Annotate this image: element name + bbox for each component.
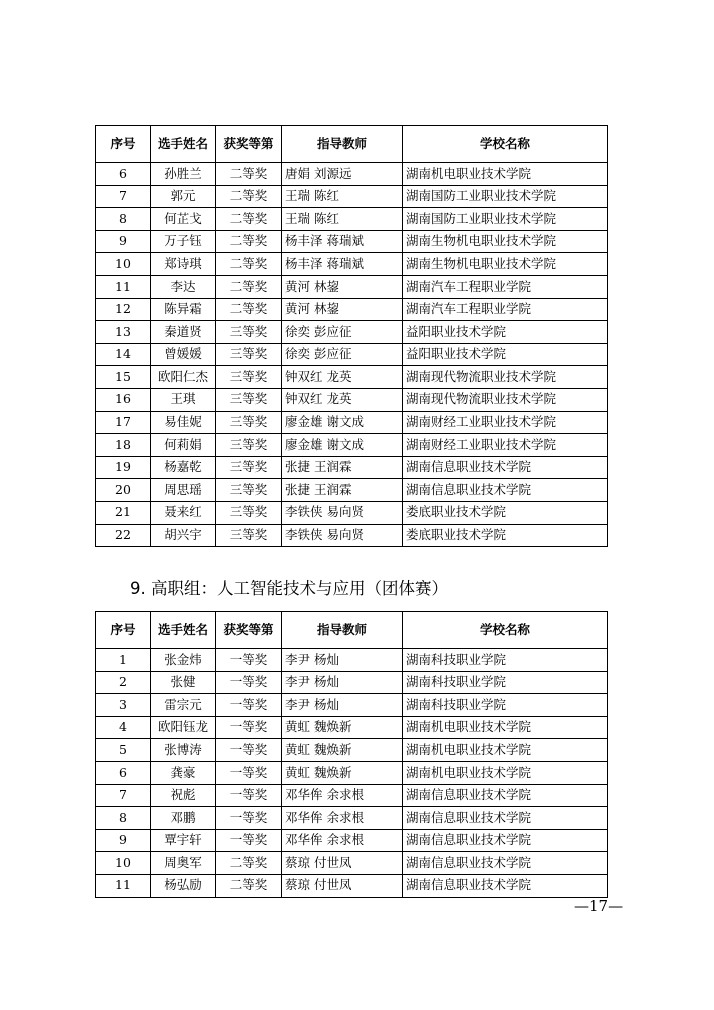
table-row [96,366,608,389]
cell-name: 覃宇轩 [151,829,216,852]
cell-school: 湖南现代物流职业技术学院 [403,366,608,389]
cell-advisor: 钟双红 龙英 [282,388,403,411]
cell-award: 二等奖 [216,230,282,253]
cell-school: 益阳职业技术学院 [403,321,608,344]
cell-school: 益阳职业技术学院 [403,343,608,366]
cell-school: 湖南科技职业学院 [403,694,608,717]
cell-award: 二等奖 [216,253,282,276]
cell-name: 杨弘励 [151,874,216,897]
page-number: —17— [574,897,624,915]
cell-name: 郭元 [151,185,216,208]
cell-index: 11 [96,874,151,897]
cell-advisor: 李尹 杨灿 [282,649,403,672]
cell-index: 18 [96,434,151,457]
cell-index: 15 [96,366,151,389]
cell-advisor: 张捷 王润霖 [282,456,403,479]
table-row [96,163,608,186]
cell-advisor: 杨丰泽 蒋瑞斌 [282,253,403,276]
header-name: 选手姓名 [151,126,216,163]
cell-advisor: 廖金雄 谢文成 [282,411,403,434]
cell-name: 周奥军 [151,852,216,875]
cell-award: 一等奖 [216,671,282,694]
cell-advisor: 李铁侠 易向贤 [282,501,403,524]
cell-index: 9 [96,230,151,253]
cell-advisor: 李尹 杨灿 [282,694,403,717]
cell-advisor: 邓华侔 余求根 [282,807,403,830]
cell-award: 一等奖 [216,649,282,672]
cell-name: 欧阳钰龙 [151,716,216,739]
table-header-row [96,612,608,649]
cell-name: 张健 [151,671,216,694]
cell-advisor: 黄河 林鋆 [282,275,403,298]
cell-name: 陈异霜 [151,298,216,321]
table-row [96,298,608,321]
cell-advisor: 张捷 王润霖 [282,479,403,502]
cell-school: 湖南信息职业技术学院 [403,852,608,875]
cell-award: 三等奖 [216,456,282,479]
cell-award: 三等奖 [216,434,282,457]
cell-index: 17 [96,411,151,434]
cell-index: 14 [96,343,151,366]
table-row [96,185,608,208]
cell-index: 21 [96,501,151,524]
cell-index: 6 [96,761,151,784]
cell-advisor: 廖金雄 谢文成 [282,434,403,457]
cell-advisor: 李铁侠 易向贤 [282,524,403,547]
cell-award: 三等奖 [216,479,282,502]
cell-name: 欧阳仁杰 [151,366,216,389]
cell-award: 二等奖 [216,163,282,186]
table-row [96,434,608,457]
table-row [96,829,608,852]
cell-award: 一等奖 [216,784,282,807]
table-row [96,671,608,694]
table-row [96,524,608,547]
cell-index: 22 [96,524,151,547]
cell-school: 湖南财经工业职业技术学院 [403,434,608,457]
header-school: 学校名称 [403,126,608,163]
table-row [96,456,608,479]
cell-school: 湖南机电职业技术学院 [403,739,608,762]
header-index: 序号 [96,126,151,163]
cell-index: 8 [96,208,151,231]
cell-award: 一等奖 [216,716,282,739]
cell-award: 三等奖 [216,501,282,524]
cell-advisor: 邓华侔 余求根 [282,784,403,807]
cell-advisor: 蔡琼 付世凤 [282,874,403,897]
cell-name: 何莉娟 [151,434,216,457]
table-body [96,649,608,898]
cell-name: 万子钰 [151,230,216,253]
cell-index: 8 [96,807,151,830]
cell-name: 邓鹏 [151,807,216,830]
cell-name: 周思瑶 [151,479,216,502]
cell-index: 12 [96,298,151,321]
cell-name: 何芷戈 [151,208,216,231]
table-row [96,716,608,739]
cell-school: 湖南生物机电职业技术学院 [403,253,608,276]
table-row [96,761,608,784]
cell-advisor: 黄虹 魏焕新 [282,761,403,784]
table-row [96,874,608,897]
cell-advisor: 唐娟 刘源远 [282,163,403,186]
cell-school: 湖南科技职业学院 [403,671,608,694]
cell-name: 张博涛 [151,739,216,762]
cell-school: 湖南生物机电职业技术学院 [403,230,608,253]
cell-advisor: 李尹 杨灿 [282,671,403,694]
cell-index: 13 [96,321,151,344]
cell-school: 湖南机电职业技术学院 [403,163,608,186]
cell-school: 湖南信息职业技术学院 [403,874,608,897]
cell-name: 孙胜兰 [151,163,216,186]
table-row [96,275,608,298]
header-award: 获奖等第 [216,126,282,163]
table-row [96,343,608,366]
cell-school: 湖南信息职业技术学院 [403,456,608,479]
cell-advisor: 蔡琼 付世凤 [282,852,403,875]
header-school: 学校名称 [403,612,608,649]
cell-advisor: 黄虹 魏焕新 [282,739,403,762]
cell-index: 6 [96,163,151,186]
table-row [96,388,608,411]
cell-award: 一等奖 [216,739,282,762]
cell-school: 湖南科技职业学院 [403,649,608,672]
cell-award: 三等奖 [216,366,282,389]
section-title: 9. 高职组：人工智能技术与应用（团体赛） [130,579,448,598]
cell-award: 三等奖 [216,321,282,344]
cell-index: 5 [96,739,151,762]
cell-advisor: 邓华侔 余求根 [282,829,403,852]
table-row [96,649,608,672]
table-row [96,852,608,875]
table-body [96,163,608,547]
cell-school: 湖南机电职业技术学院 [403,761,608,784]
table-row [96,411,608,434]
cell-name: 张金炜 [151,649,216,672]
cell-school: 湖南现代物流职业技术学院 [403,388,608,411]
table-header-row [96,126,608,163]
cell-school: 湖南国防工业职业技术学院 [403,185,608,208]
table-row [96,501,608,524]
cell-name: 祝彪 [151,784,216,807]
table-row [96,208,608,231]
award-table-ai-team [95,611,608,898]
cell-advisor: 黄河 林鋆 [282,298,403,321]
cell-name: 李达 [151,275,216,298]
cell-name: 秦道贤 [151,321,216,344]
cell-award: 三等奖 [216,343,282,366]
cell-name: 胡兴宇 [151,524,216,547]
cell-index: 2 [96,671,151,694]
cell-award: 一等奖 [216,694,282,717]
cell-award: 二等奖 [216,852,282,875]
header-advisor: 指导教师 [282,126,403,163]
table-row [96,807,608,830]
cell-name: 杨嘉乾 [151,456,216,479]
cell-award: 三等奖 [216,388,282,411]
cell-school: 湖南机电职业技术学院 [403,716,608,739]
cell-school: 湖南信息职业技术学院 [403,829,608,852]
cell-school: 湖南财经工业职业技术学院 [403,411,608,434]
cell-school: 湖南信息职业技术学院 [403,807,608,830]
cell-name: 王琪 [151,388,216,411]
cell-award: 二等奖 [216,275,282,298]
cell-index: 7 [96,784,151,807]
cell-index: 10 [96,253,151,276]
cell-advisor: 徐奕 彭应征 [282,321,403,344]
cell-name: 聂来红 [151,501,216,524]
cell-name: 雷宗元 [151,694,216,717]
cell-index: 7 [96,185,151,208]
cell-index: 11 [96,275,151,298]
cell-award: 一等奖 [216,761,282,784]
cell-index: 10 [96,852,151,875]
cell-award: 二等奖 [216,298,282,321]
cell-award: 一等奖 [216,807,282,830]
table-row [96,230,608,253]
table-row [96,479,608,502]
cell-index: 9 [96,829,151,852]
header-advisor: 指导教师 [282,612,403,649]
table-row [96,253,608,276]
cell-name: 曾媛媛 [151,343,216,366]
table-row [96,784,608,807]
cell-name: 龚豪 [151,761,216,784]
cell-advisor: 杨丰泽 蒋瑞斌 [282,230,403,253]
cell-award: 二等奖 [216,185,282,208]
cell-name: 易佳妮 [151,411,216,434]
header-award: 获奖等第 [216,612,282,649]
cell-school: 娄底职业技术学院 [403,501,608,524]
cell-advisor: 王瑞 陈红 [282,185,403,208]
cell-school: 湖南国防工业职业技术学院 [403,208,608,231]
cell-advisor: 徐奕 彭应征 [282,343,403,366]
cell-index: 3 [96,694,151,717]
cell-award: 一等奖 [216,829,282,852]
cell-school: 湖南信息职业技术学院 [403,784,608,807]
cell-advisor: 王瑞 陈红 [282,208,403,231]
award-table-continued [95,125,608,547]
cell-school: 湖南汽车工程职业学院 [403,298,608,321]
cell-name: 郑诗琪 [151,253,216,276]
cell-index: 16 [96,388,151,411]
cell-index: 20 [96,479,151,502]
cell-school: 娄底职业技术学院 [403,524,608,547]
table-row [96,321,608,344]
table-row [96,739,608,762]
cell-award: 二等奖 [216,874,282,897]
cell-school: 湖南汽车工程职业学院 [403,275,608,298]
cell-index: 4 [96,716,151,739]
cell-school: 湖南信息职业技术学院 [403,479,608,502]
header-name: 选手姓名 [151,612,216,649]
cell-award: 三等奖 [216,411,282,434]
cell-award: 二等奖 [216,208,282,231]
cell-index: 1 [96,649,151,672]
cell-index: 19 [96,456,151,479]
table-row [96,694,608,717]
header-index: 序号 [96,612,151,649]
cell-advisor: 黄虹 魏焕新 [282,716,403,739]
cell-advisor: 钟双红 龙英 [282,366,403,389]
cell-award: 三等奖 [216,524,282,547]
